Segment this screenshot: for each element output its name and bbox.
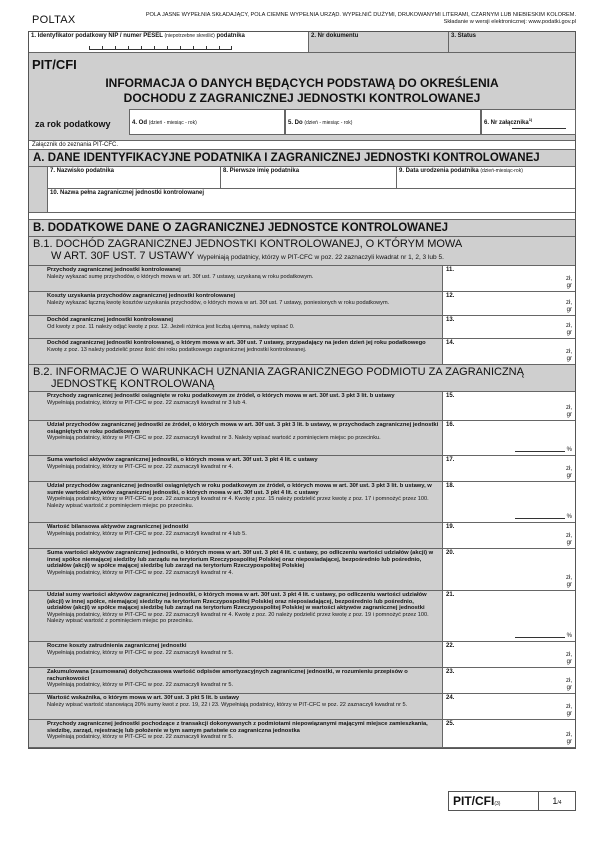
- identifier-row: [29, 32, 575, 53]
- form-row: [29, 316, 575, 339]
- field-number: 11.: [446, 267, 455, 273]
- percent-line: [515, 451, 565, 452]
- currency-unit: zł, gr: [566, 466, 572, 479]
- amount-field[interactable]: [443, 482, 575, 522]
- field-number: 18.: [446, 483, 455, 489]
- row-description: [29, 591, 443, 641]
- row-description: [29, 456, 443, 481]
- field-number: 22.: [446, 643, 455, 649]
- attachment-number-field[interactable]: 6. Nr załącznika$^{1)}$: [481, 109, 576, 135]
- currency-unit: zł, gr: [566, 732, 572, 745]
- row-description: [29, 668, 443, 693]
- amount-field[interactable]: [443, 316, 575, 338]
- row-hint: Wypełniają podatnicy, którzy w PIT-CFC w poz. 22 zaznaczyli kwadrat nr 4. Kwotę z poz. 15 należy podzielić przez kwotę z poz. 17 i pomnożyć przez 100. Należy wpisać wartość z pominięciem miejsc po przecinku.: [47, 496, 429, 509]
- amount-field[interactable]: [443, 591, 575, 641]
- row-title: Wartość bilansowa aktywów zagranicznej jednostki: [47, 524, 189, 530]
- row-title: Suma wartości aktywów zagranicznej jednostki, o których mowa w art. 30f ust. 3 pkt 4 lit. c ustawy, po odliczeniu wartości udziałów (akcji) w innej spółce niemającej siedziby lub zarządu na terytorium Rzeczypospolitej Polskiej oraz nieposiadającej, bezpośrednio lub pośrednio, udziałów (akcji) w spółce mającej siedzibę lub zarząd na terytorium Rzeczypospolitej Polskiej: [47, 550, 434, 570]
- amount-field[interactable]: [443, 694, 575, 719]
- section-a-title: A. DANE IDENTYFIKACYJNE PODATNIKA I ZAGRANICZNEJ JEDNOSTKI KONTROLOWANEJ: [29, 150, 575, 167]
- row-hint: Kwotę z poz. 13 należy podzielić przez ilość dni roku podatkowego zagranicznej jednostki kontrolowanej.: [47, 346, 307, 353]
- tax-form: [28, 31, 576, 749]
- footer-form-code: PIT/CFI(3): [449, 792, 539, 810]
- percent-line: [515, 637, 565, 638]
- instructions-line-1: POLA JASNE WYPEŁNIA SKŁADAJĄCY, POLA CIEMNE WYPEŁNIA URZĄD. WYPEŁNIĆ DUŻYMI, DRUKOWANYMI LITERAMI, CZARNYM LUB NIEBIESKIM KOLOREM.: [145, 12, 576, 18]
- currency-unit: zł, gr: [566, 405, 572, 418]
- instructions-note: [118, 12, 576, 26]
- form-row: [29, 456, 575, 482]
- form-row: [29, 642, 575, 668]
- row-description: [29, 549, 443, 590]
- entity-name-field[interactable]: 10. Nazwa pełna zagranicznej jednostki kontrolowanej: [48, 189, 575, 212]
- row-description: [29, 266, 443, 291]
- row-title: Udział sumy wartości aktywów zagranicznej jednostki, o których mowa w art. 30f ust. 3 pkt 4 lit. c ustawy, po odliczeniu wartości udziałów (akcji) w innej spółce, niemającej siedziby na terytorium Rzeczypospolitej Polskiej oraz nieposiadającej, bezpośrednio lub pośrednio, udziałów (akcji) w spółce mającej siedzibę lub zarząd na terytorium Rzeczypospolitej Polskiej w wartości aktywów zagranicznej jednostki: [47, 592, 427, 612]
- currency-unit: zł, gr: [566, 533, 572, 546]
- section-b1-title: B.1. DOCHÓD ZAGRANICZNEJ JEDNOSTKI KONTROLOWANEJ, O KTÓRYM MOWA W ART. 30F UST. 7 USTAWY Wypełniają podatnicy, którzy w PIT-CFC w poz. 22 zaznaczyli kwadrat nr 1, 2, 3 lub 5.: [29, 237, 575, 266]
- row-hint: Wypełniają podatnicy, którzy w PIT-CFC w poz. 22 zaznaczyli kwadrat nr 5.: [47, 682, 234, 689]
- taxpayer-id-boxes: [89, 46, 232, 50]
- field-number: 16.: [446, 422, 455, 428]
- field-number: 25.: [446, 721, 455, 727]
- row-hint: Należy wykazać sumę przychodów, o których mowa w art. 30f ust. 7 ustawy, uzyskaną w roku podatkowym.: [47, 273, 314, 280]
- form-row: [29, 668, 575, 694]
- row-description: [29, 392, 443, 420]
- form-title: INFORMACJA O DANYCH BĘDĄCYCH PODSTAWĄ DO OKREŚLENIA DOCHODU Z ZAGRANICZNEJ JEDNOSTKI KONTROLOWANEJ: [105, 76, 499, 105]
- percent-unit: %: [566, 514, 572, 520]
- form-row: [29, 482, 575, 523]
- row-hint: Wypełniają podatnicy, którzy w PIT-CFC w poz. 22 zaznaczyli kwadrat nr 4.: [47, 463, 234, 470]
- amount-field[interactable]: [443, 392, 575, 420]
- amount-field[interactable]: [443, 720, 575, 747]
- section-a-body: [29, 167, 575, 213]
- field-number: 21.: [446, 592, 455, 598]
- form-row: [29, 549, 575, 591]
- currency-unit: zł, gr: [566, 575, 572, 588]
- row-title: Przychody zagranicznej jednostki pochodzące z transakcji dokonywanych z podmiotami niepowiązanymi mającymi miejsce zamieszkania, siedzibę, zarząd, rejestrację lub położenie w tym samym państwie co zagraniczna jednostka: [47, 721, 428, 734]
- poltax-label: POLTAX: [32, 14, 76, 26]
- form-row: [29, 421, 575, 456]
- form-code: PIT/CFI: [32, 57, 77, 72]
- form-row: [29, 339, 575, 365]
- row-description: [29, 482, 443, 522]
- field-number: 12.: [446, 293, 455, 299]
- form-footer: [448, 791, 576, 811]
- row-title: Udział przychodów zagranicznej jednostki ze źródeł, o których mowa w art. 30f ust. 3 pkt 3 lit. b ustawy, w przychodach zagranicznej jednostki osiągniętych w roku podatkowym: [47, 422, 439, 435]
- currency-unit: zł, gr: [566, 652, 572, 665]
- amount-field[interactable]: [443, 642, 575, 667]
- form-row: [29, 392, 575, 421]
- row-title: Przychody zagranicznej jednostki kontrolowanej: [47, 267, 181, 273]
- amount-field[interactable]: [443, 339, 575, 364]
- currency-unit: zł, gr: [566, 300, 572, 313]
- currency-unit: zł, gr: [566, 323, 572, 336]
- row-description: [29, 421, 443, 455]
- section-b1-rows: [29, 266, 575, 365]
- title-block: [29, 53, 575, 141]
- field-number: 15.: [446, 393, 455, 399]
- row-title: Przychody zagranicznej jednostki osiągnięte w roku podatkowym ze źródeł, o których mowa w art. 30f ust. 3 pkt 3 lit. b ustawy: [47, 393, 395, 399]
- row-title: Dochód zagranicznej jednostki kontrolowanej: [47, 317, 173, 323]
- page-number: 1/4: [552, 796, 562, 806]
- row-hint: Od kwoty z poz. 11 należy odjąć kwotę z poz. 12. Jeżeli różnica jest liczbą ujemną, należy wpisać 0.: [47, 323, 295, 330]
- row-hint: Należy wykazać łączną kwotę kosztów uzyskania przychodów, o których mowa w art. 30f ust. 7 ustawy, poniesionych w roku podatkowym.: [47, 299, 390, 306]
- field-number: 20.: [446, 550, 455, 556]
- section-b2-title: B.2. INFORMACJE O WARUNKACH UZNANIA ZAGRANICZNEGO PODMIOTU ZA ZAGRANICZNĄ JEDNOSTKĘ KONTROLOWANĄ: [29, 365, 575, 392]
- row-title: Udział przychodów zagranicznej jednostki osiągniętych w roku podatkowym ze źródeł, o których mowa w art. 30f ust. 3 pkt 3 lit. b ustawy, w sumie wartości aktywów zagranicznej jednostki, o których mowa w art. 30f ust. 3 pkt 4 lit. c ustawy: [47, 483, 432, 496]
- amount-field[interactable]: [443, 421, 575, 455]
- surname-field[interactable]: 7. Nazwisko podatnika: [48, 167, 221, 188]
- document-number-field: 2. Nr dokumentu: [309, 32, 449, 52]
- row-description: [29, 316, 443, 338]
- row-description: [29, 339, 443, 364]
- first-name-field[interactable]: 8. Pierwsze imię podatnika: [221, 167, 397, 188]
- taxpayer-id-field[interactable]: 1. Identyfikator podatkowy NIP / numer PESEL (niepotrzebne skreślić) podatnika: [29, 32, 309, 52]
- status-field: 3. Status: [451, 33, 477, 39]
- date-from-field[interactable]: 4. Od (dzień - miesiąc - rok): [129, 109, 285, 135]
- field-number: 14.: [446, 340, 455, 346]
- row-description: [29, 642, 443, 667]
- percent-unit: %: [566, 447, 572, 453]
- percent-line: [515, 518, 565, 519]
- row-hint: Wypełniają podatnicy, którzy w PIT-CFC w poz. 22 zaznaczyli kwadrat nr 4 lub 5.: [47, 530, 247, 537]
- amount-field[interactable]: [443, 549, 575, 590]
- instructions-line-2: Składanie w wersji elektronicznej: www.podatki.gov.pl: [443, 19, 576, 25]
- currency-unit: zł, gr: [566, 349, 572, 362]
- form-row: [29, 591, 575, 642]
- field-number: 24.: [446, 695, 455, 701]
- form-row: [29, 694, 575, 720]
- row-title: Wartość wskaźnika, o którym mowa w art. 30f ust. 3 pkt 5 lit. b ustawy: [47, 695, 240, 701]
- field-number: 13.: [446, 317, 455, 323]
- row-hint: Wypełniają podatnicy, którzy w PIT-CFC w poz. 22 zaznaczyli kwadrat nr 3. Należy wpisać wartość z pominięciem miejsc po przecinku.: [47, 435, 381, 442]
- tax-year-label: za rok podatkowy: [35, 119, 111, 129]
- row-description: [29, 720, 443, 747]
- field-number: 23.: [446, 669, 455, 675]
- section-b2-rows: [29, 392, 575, 748]
- row-title: Koszty uzyskania przychodów zagranicznej jednostki kontrolowanej: [47, 293, 236, 299]
- row-hint: Wypełniają podatnicy, którzy w PIT-CFC w poz. 22 zaznaczyli kwadrat nr 4.: [47, 569, 234, 576]
- row-description: [29, 523, 443, 548]
- row-hint: Wypełniają podatnicy, którzy w PIT-CFC w poz. 22 zaznaczyli kwadrat nr 4. Kwotę z poz. 20 należy podzielić przez kwotę z poz. 19 i pomnożyć przez 100. Należy wpisać wartość z pominięciem miejsc po przecinku.: [47, 611, 429, 625]
- amount-field[interactable]: [443, 266, 575, 291]
- row-title: Suma wartości aktywów zagranicznej jednostki, o których mowa w art. 30f ust. 3 pkt 4 lit. c ustawy: [47, 457, 318, 463]
- birth-date-field[interactable]: 9. Data urodzenia podatnika (dzień-miesiąc-rok): [397, 167, 575, 188]
- attachment-note: Załącznik do zeznania PIT-CFC.: [29, 141, 575, 150]
- amount-field[interactable]: [443, 456, 575, 481]
- percent-unit: %: [566, 633, 572, 639]
- row-hint: Należy wpisać wartość stanowiącą 20% sumy kwot z poz. 19, 22 i 23. Wypełniają podatnicy, którzy w PIT-CFC w poz. 22 zaznaczyli kwadrat nr 5.: [47, 701, 408, 708]
- form-row: [29, 720, 575, 748]
- section-b-title: B. DODATKOWE DANE O ZAGRANICZNEJ JEDNOSTCE KONTROLOWANEJ: [29, 219, 575, 237]
- row-title: Roczne koszty zatrudnienia zagranicznej jednostki: [47, 643, 187, 649]
- row-description: [29, 292, 443, 315]
- row-title: Zakumulowana (zsumowana) dotychczasowa wartość odpisów amortyzacyjnych zagranicznej jednostki, w rozumieniu przepisów o rachunkowości: [47, 669, 408, 682]
- form-row: [29, 266, 575, 292]
- row-title: Dochód zagranicznej jednostki kontrolowanej, o którym mowa w art. 30f ust. 7 ustawy, przypadający na jeden dzień jej roku podatkowego: [47, 340, 426, 346]
- amount-field[interactable]: [443, 292, 575, 315]
- row-description: [29, 694, 443, 719]
- form-row: [29, 292, 575, 316]
- form-row: [29, 523, 575, 549]
- amount-field[interactable]: [443, 523, 575, 548]
- row-hint: Wypełniają podatnicy, którzy w PIT-CFC w poz. 22 zaznaczyli kwadrat nr 5.: [47, 649, 234, 656]
- currency-unit: zł, gr: [566, 276, 572, 289]
- field-number: 17.: [446, 457, 455, 463]
- currency-unit: zł, gr: [566, 678, 572, 691]
- field-number: 19.: [446, 524, 455, 530]
- amount-field[interactable]: [443, 668, 575, 693]
- row-hint: Wypełniają podatnicy, którzy w PIT-CFC w poz. 22 zaznaczyli kwadrat nr 3 lub 4.: [47, 399, 247, 406]
- row-hint: Wypełniają podatnicy, którzy w PIT-CFC w poz. 22 zaznaczyli kwadrat nr 5.: [47, 734, 234, 741]
- date-to-field[interactable]: 5. Do (dzień - miesiąc - rok): [285, 109, 481, 135]
- currency-unit: zł, gr: [566, 704, 572, 717]
